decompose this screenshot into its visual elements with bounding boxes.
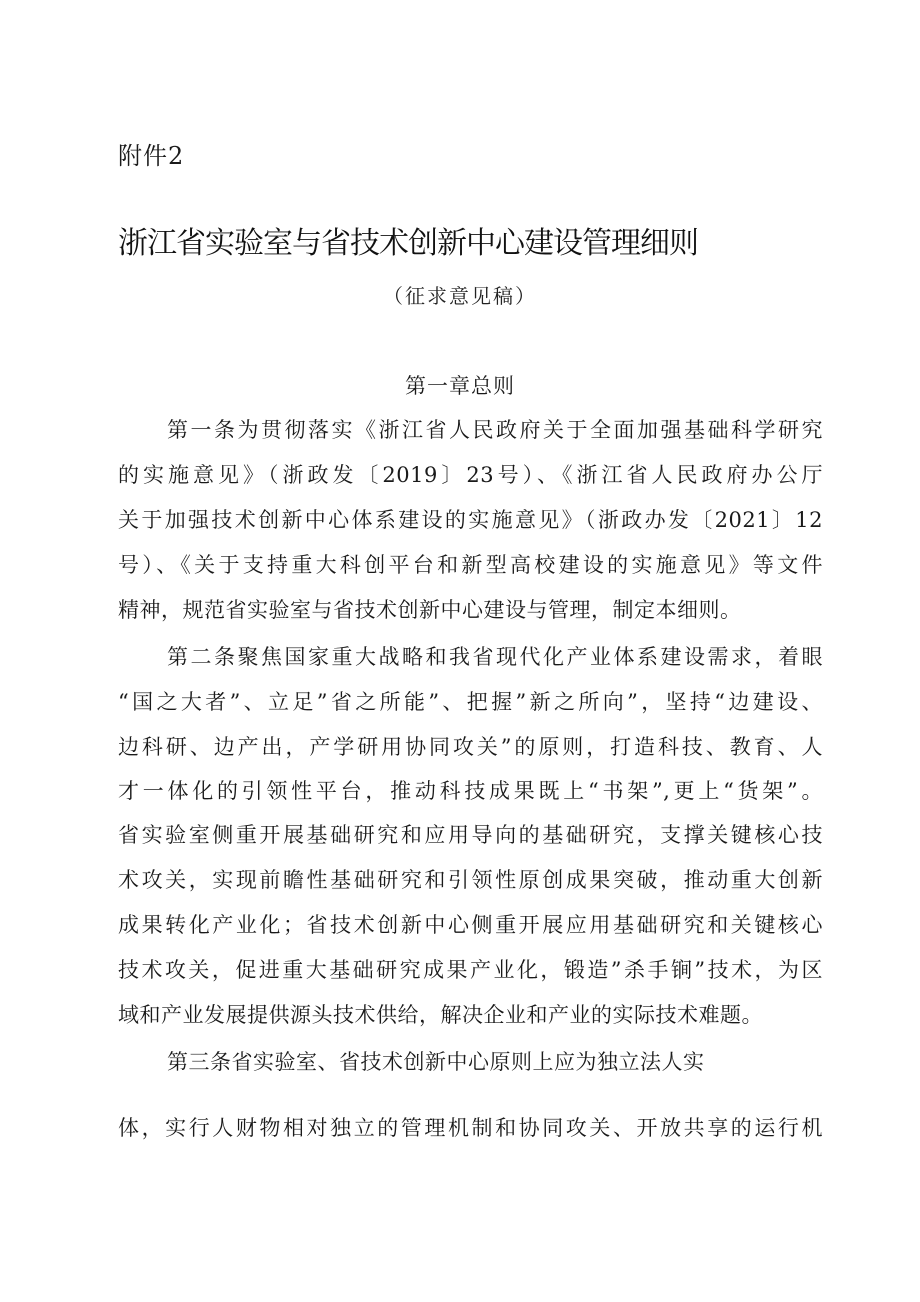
body-line: 技术攻关，促进重大基础研究成果产业化，锻造”杀手锏”技术，为区 xyxy=(118,958,823,982)
chapter-heading: 第一章总则 xyxy=(405,374,515,398)
document-subtitle: （征求意见稿） xyxy=(383,284,537,308)
document-title: 浙江省实验室与省技术创新中心建设管理细则 xyxy=(118,226,698,261)
body-line: 成果转化产业化；省技术创新中心侧重开展应用基础研究和关键核心 xyxy=(118,913,823,937)
body-line: 才一体化的引领性平台，推动科技成果既上“书架”,更上“货架”。 xyxy=(118,779,823,803)
body-line: 的实施意见》（浙政发〔2019〕23号）、《浙江省人民政府办公厅 xyxy=(118,463,823,487)
body-line: 第二条聚焦国家重大战略和我省现代化产业体系建设需求，着眼 xyxy=(167,645,823,669)
body-line: 第一条为贯彻落实《浙江省人民政府关于全面加强基础科学研究 xyxy=(167,418,823,442)
attachment-label: 附件2 xyxy=(118,142,185,170)
body-line: 号）、《关于支持重大科创平台和新型高校建设的实施意见》等文件 xyxy=(118,553,823,577)
body-line: 精神，规范省实验室与省技术创新中心建设与管理，制定本细则。 xyxy=(118,598,742,622)
body-line: 第三条省实验室、省技术创新中心原则上应为独立法人实 xyxy=(167,1050,705,1074)
body-line: 省实验室侧重开展基础研究和应用导向的基础研究，支撑关键核心技 xyxy=(118,823,823,847)
body-line: 边科研、边产出，产学研用协同攻关”的原则，打造科技、教育、人 xyxy=(118,735,823,759)
body-line: “国之大者”、立足”省之所能”、把握”新之所向”，坚持“边建设、 xyxy=(118,690,823,714)
body-line: 关于加强技术创新中心体系建设的实施意见》（浙政办发〔2021〕12 xyxy=(118,508,823,532)
body-line: 域和产业发展提供源头技术供给，解决企业和产业的实际技术难题。 xyxy=(118,1003,763,1027)
body-line: 体，实行人财物相对独立的管理机制和协同攻关、开放共享的运行机 xyxy=(118,1116,823,1140)
body-line: 术攻关，实现前瞻性基础研究和引领性原创成果突破，推动重大创新 xyxy=(118,868,823,892)
